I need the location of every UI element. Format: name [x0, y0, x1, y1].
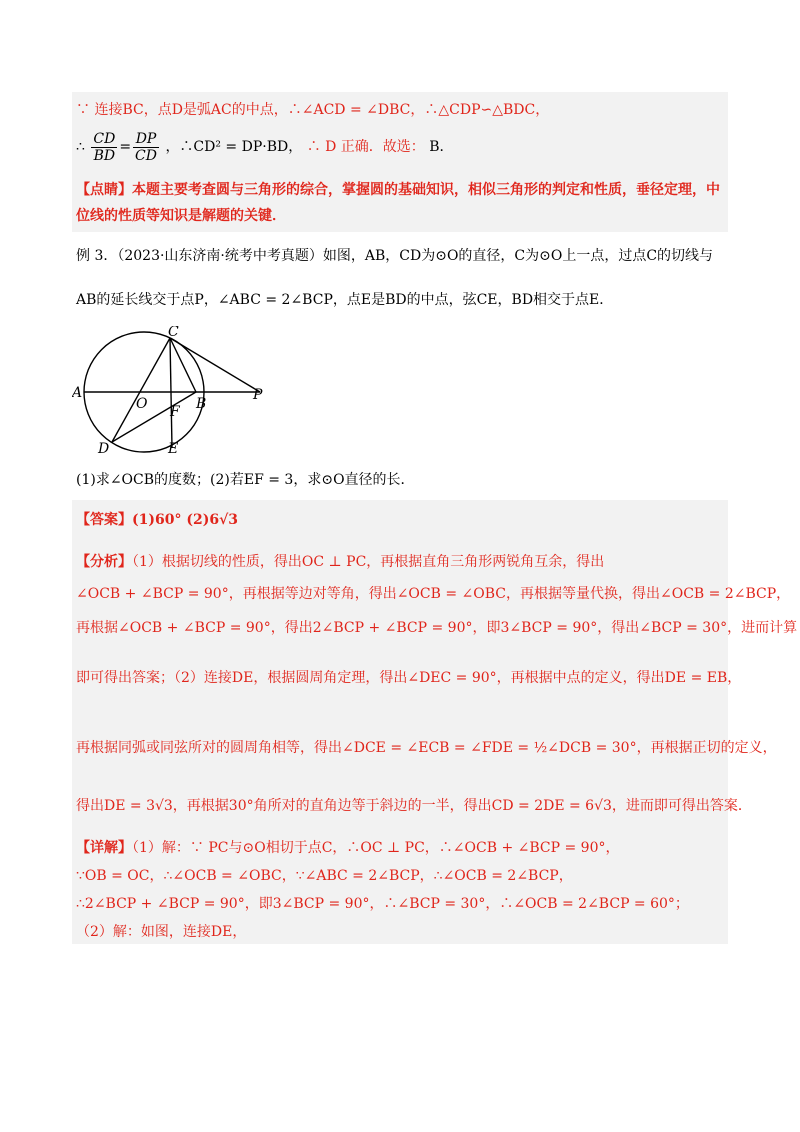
question-line: (1)求∠OCB的度数；(2)若EF = 3，求⊙O直径的长． [76, 472, 415, 488]
analysis-line-1 [76, 552, 604, 572]
tip-line-1 [76, 180, 720, 200]
analysis-line-3: 再根据∠OCB + ∠BCP = 90°，得出2∠BCP + ∠BCP = 90°，即3∠BCP = 90°，得出∠BCP = 30°，进而计算 [76, 620, 798, 636]
analysis-line-5: 再根据同弧或同弦所对的圆周角相等，得出∠DCE = ∠ECB = ∠FDE = ½∠DCB = 30°，再根据正切的定义， [76, 740, 777, 756]
frac-num: CD [93, 130, 116, 147]
analysis-label: 【分析】 [76, 554, 132, 570]
frac-den: BD [93, 147, 116, 164]
equation-text: ，∴CD² = DP·BD， [165, 139, 303, 155]
solution-line-2: ∴ $\frac{CD}{BD}$ = $\frac{DP}{CD}$ ，∴CD² = DP·BD， ∴ D 正确．故选： B． [76, 130, 454, 164]
detail-line-2: ∵OB = OC，∴∠OCB = ∠OBC，∵∠ABC = 2∠BCP，∴∠OCB = 2∠BCP， [76, 868, 573, 884]
tip-text: 本题主要考查圆与三角形的综合，掌握圆的基础知识，相似三角形的判定和性质，垂径定理，中 [132, 182, 720, 198]
label-e: E [168, 441, 179, 454]
chord-ce [170, 338, 172, 448]
detail-text: （1）解：∵ PC与⊙O相切于点C，∴OC ⊥ PC，∴∠OCB + ∠BCP = 90°， [132, 840, 620, 856]
therefore-symbol: ∴ [76, 139, 85, 155]
example-line-2: AB的延长线交于点P，∠ABC = 2∠BCP，点E是BD的中点，弦CE，BD相交于点E． [76, 292, 614, 308]
answer-line [76, 510, 238, 530]
label-d: D [98, 441, 110, 454]
answer-label: 【答案】 [76, 512, 132, 528]
fraction-cd-bd [91, 131, 117, 164]
detail-line-4: （2）解：如图，连接DE， [76, 924, 247, 940]
conclusion-text: ∴ D 正确．故选： [306, 139, 425, 155]
detail-line-3: ∴2∠BCP + ∠BCP = 90°，即3∠BCP = 90°，∴∠BCP = 30°，∴∠OCB = 2∠BCP = 60°； [76, 896, 689, 912]
fraction-dp-cd [133, 131, 159, 164]
detail-line-1 [76, 838, 620, 858]
geometry-diagram [72, 326, 272, 454]
tip-line-2: 位线的性质等知识是解题的关键． [76, 208, 286, 224]
answer-choice: B． [429, 139, 454, 155]
solution-line-1: ∵ 连接BC，点D是弧AC的中点，∴∠ACD = ∠DBC，∴△CDP∽△BDC， [76, 102, 550, 118]
chord-db [112, 392, 196, 442]
tip-label: 【点睛】 [76, 182, 132, 198]
example-line-1: 例 3．（2023·山东济南·统考中考真题）如图，AB，CD为⊙O的直径，C为⊙O上一点，过点C的切线与 [76, 248, 714, 264]
analysis-text: （1）根据切线的性质，得出OC ⊥ PC，再根据直角三角形两锐角互余，得出 [132, 554, 605, 570]
detail-label: 【详解】 [76, 840, 132, 856]
label-p: P [253, 387, 263, 403]
label-f: F [170, 404, 180, 420]
diameter-cd [112, 338, 170, 442]
label-o: O [136, 396, 148, 412]
analysis-line-6: 得出DE = 3√3，再根据30°角所对的直角边等于斜边的一半，得出CD = 2DE = 6√3，进而即可得出答案． [76, 798, 752, 814]
frac-num: DP [133, 131, 159, 148]
analysis-line-2: ∠OCB + ∠BCP = 90°，再根据等边对等角，得出∠OCB = ∠OBC，再根据等量代换，得出∠OCB = 2∠BCP， [76, 586, 791, 602]
analysis-line-4: 即可得出答案；（2）连接DE，根据圆周角定理，得出∠DEC = 90°，再根据中点的定义，得出DE = EB， [76, 670, 742, 686]
label-c: C [168, 326, 179, 340]
label-a: A [72, 385, 83, 401]
frac-den: CD [135, 147, 157, 164]
label-b: B [196, 396, 207, 412]
answer-text: (1)60° (2)6√3 [132, 512, 239, 528]
